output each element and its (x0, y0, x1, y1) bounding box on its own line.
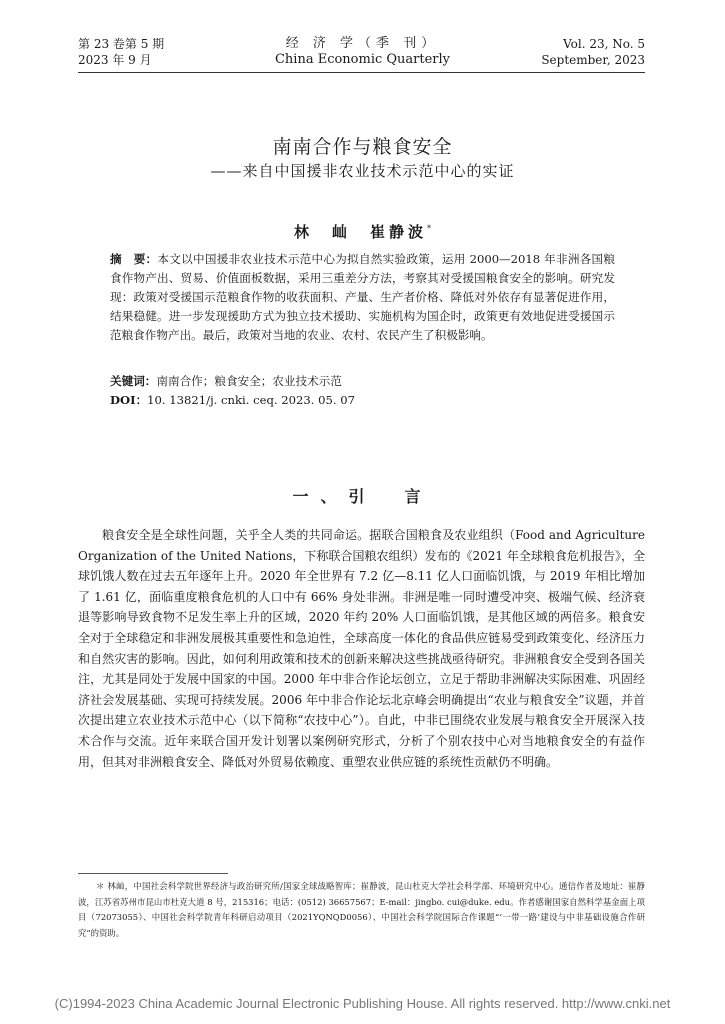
abstract-text: 本文以中国援非农业技术示范中心为拟自然实验政策，运用 2000—2018 年非洲各国粮食作物产出、贸易、价值面板数据，采用三重差分方法，考察其对受援国粮食安全的影响。研究发现：政策对受援国示范粮食作物的收获面积、产量、生产者价格、降低对外依存有显著促进作用，结果稳健。进一步发现援助方式为独立技术援助、实施机构为国企时，政策更有效地促进受援国示范粮食作物产出。最后，政策对当地的农业、农村、农民产生了积极影响。 (110, 252, 615, 342)
introduction-paragraph: 粮食安全是全球性问题，关乎全人类的共同命运。据联合国粮食及农业组织（Food and Agriculture Organization of the United Nations，下称联合国粮农组织）发布的《2021 年全球粮食危机报告》，全球饥饿人数在过去五年逐年上升。2020 年全世界有 7.2 亿—8.11 亿人口面临饥饿，与 2019 年相比增加了 1.61 亿，面临重度粮食危机的人口中有 66% 身处非洲。非洲是唯一同时遭受冲突、极端气候、经济衰退等影响导致食物不足发生率上升的区域，2020 年约 20% 人口面临饥饿，是其他区域的两倍多。粮食安全对于全球稳定和非洲发展极其重要性和急迫性，全球高度一体化的食品供应链易受到政策变化、经济压力和自然灾害的影响。因此，如何利用政策和技术的创新来解决这些挑战亟待研究。非洲粮食安全受到各国关注，尤其是同处于发展中国家的中国。2000 年中非合作论坛创立，立足于帮助非洲解决实际困难、巩固经济社会发展基础、实现可持续发展。2006 年中非合作论坛北京峰会明确提出“农业与粮食安全”议题，并首次提出建立农业技术示范中心（以下简称“农技中心”）。自此，中非已围绕农业发展与粮食安全开展深入技术合作与交流。近年来联合国开发计划署以案例研究形式，分析了个别农技中心对当地粮食安全的有益作用，但其对非洲粮食安全、降低对外贸易依赖度、重塑农业供应链的系统性贡献仍不明确。 (78, 528, 645, 769)
issue-date: 2023 年 9 月 (78, 53, 152, 67)
author-names: 林 屾 崔静波 (293, 223, 427, 241)
author-footnote-mark: * (427, 224, 431, 233)
article-subtitle: ——来自中国援非农业技术示范中心的实证 (210, 162, 515, 180)
article-authors (0, 221, 725, 242)
footnote-divider (78, 873, 228, 874)
author-footnote: ＊ 林屾，中国社会科学院世界经济与政治研究所/国家全球战略智库；崔静波，昆山杜克大学社会科学部、环境研究中心。通信作者及地址：崔静波，江苏省苏州市昆山市杜克大道 8 号，215316；电话：(0512) 36657567；E-mail：jingbo. cui@duke. edu。作者感谢国家自然科学基金面上项目（72073055）、中国社会科学院青年科研启动项目（2021YQNQD0056）、中国社会科学院国际合作课题“‘一带一路’建设与中非基础设施合作研究”的资助。 (78, 881, 645, 938)
article-title: 南南合作与粮食安全 (272, 136, 453, 158)
issue-number: 第 23 卷第 5 期 (78, 37, 165, 51)
doi-label: DOI： (110, 393, 148, 407)
section-heading-introduction: 一、引 言 (292, 487, 433, 506)
keywords (110, 372, 615, 391)
keywords-label: 关键词： (110, 374, 157, 388)
journal-name-en: China Economic Quarterly (274, 52, 451, 67)
keywords-text: 南南合作；粮食安全；农业技术示范 (156, 374, 342, 388)
doi (110, 391, 615, 410)
abstract (110, 250, 615, 345)
header-divider (78, 72, 645, 73)
copyright-watermark: (C)1994-2023 China Academic Journal Electronic Publishing House. All rights reserved. http://www.cnki.net (54, 996, 671, 1011)
header-volume-info (541, 36, 645, 68)
volume-date: September, 2023 (541, 53, 645, 67)
volume-number: Vol. 23, No. 5 (563, 37, 645, 51)
journal-name-cn: 经 济 学（季 刊） (285, 36, 440, 51)
abstract-label: 摘 要： (110, 252, 158, 266)
doi-text: 10. 13821/j. cnki. ceq. 2023. 05. 07 (147, 393, 356, 407)
